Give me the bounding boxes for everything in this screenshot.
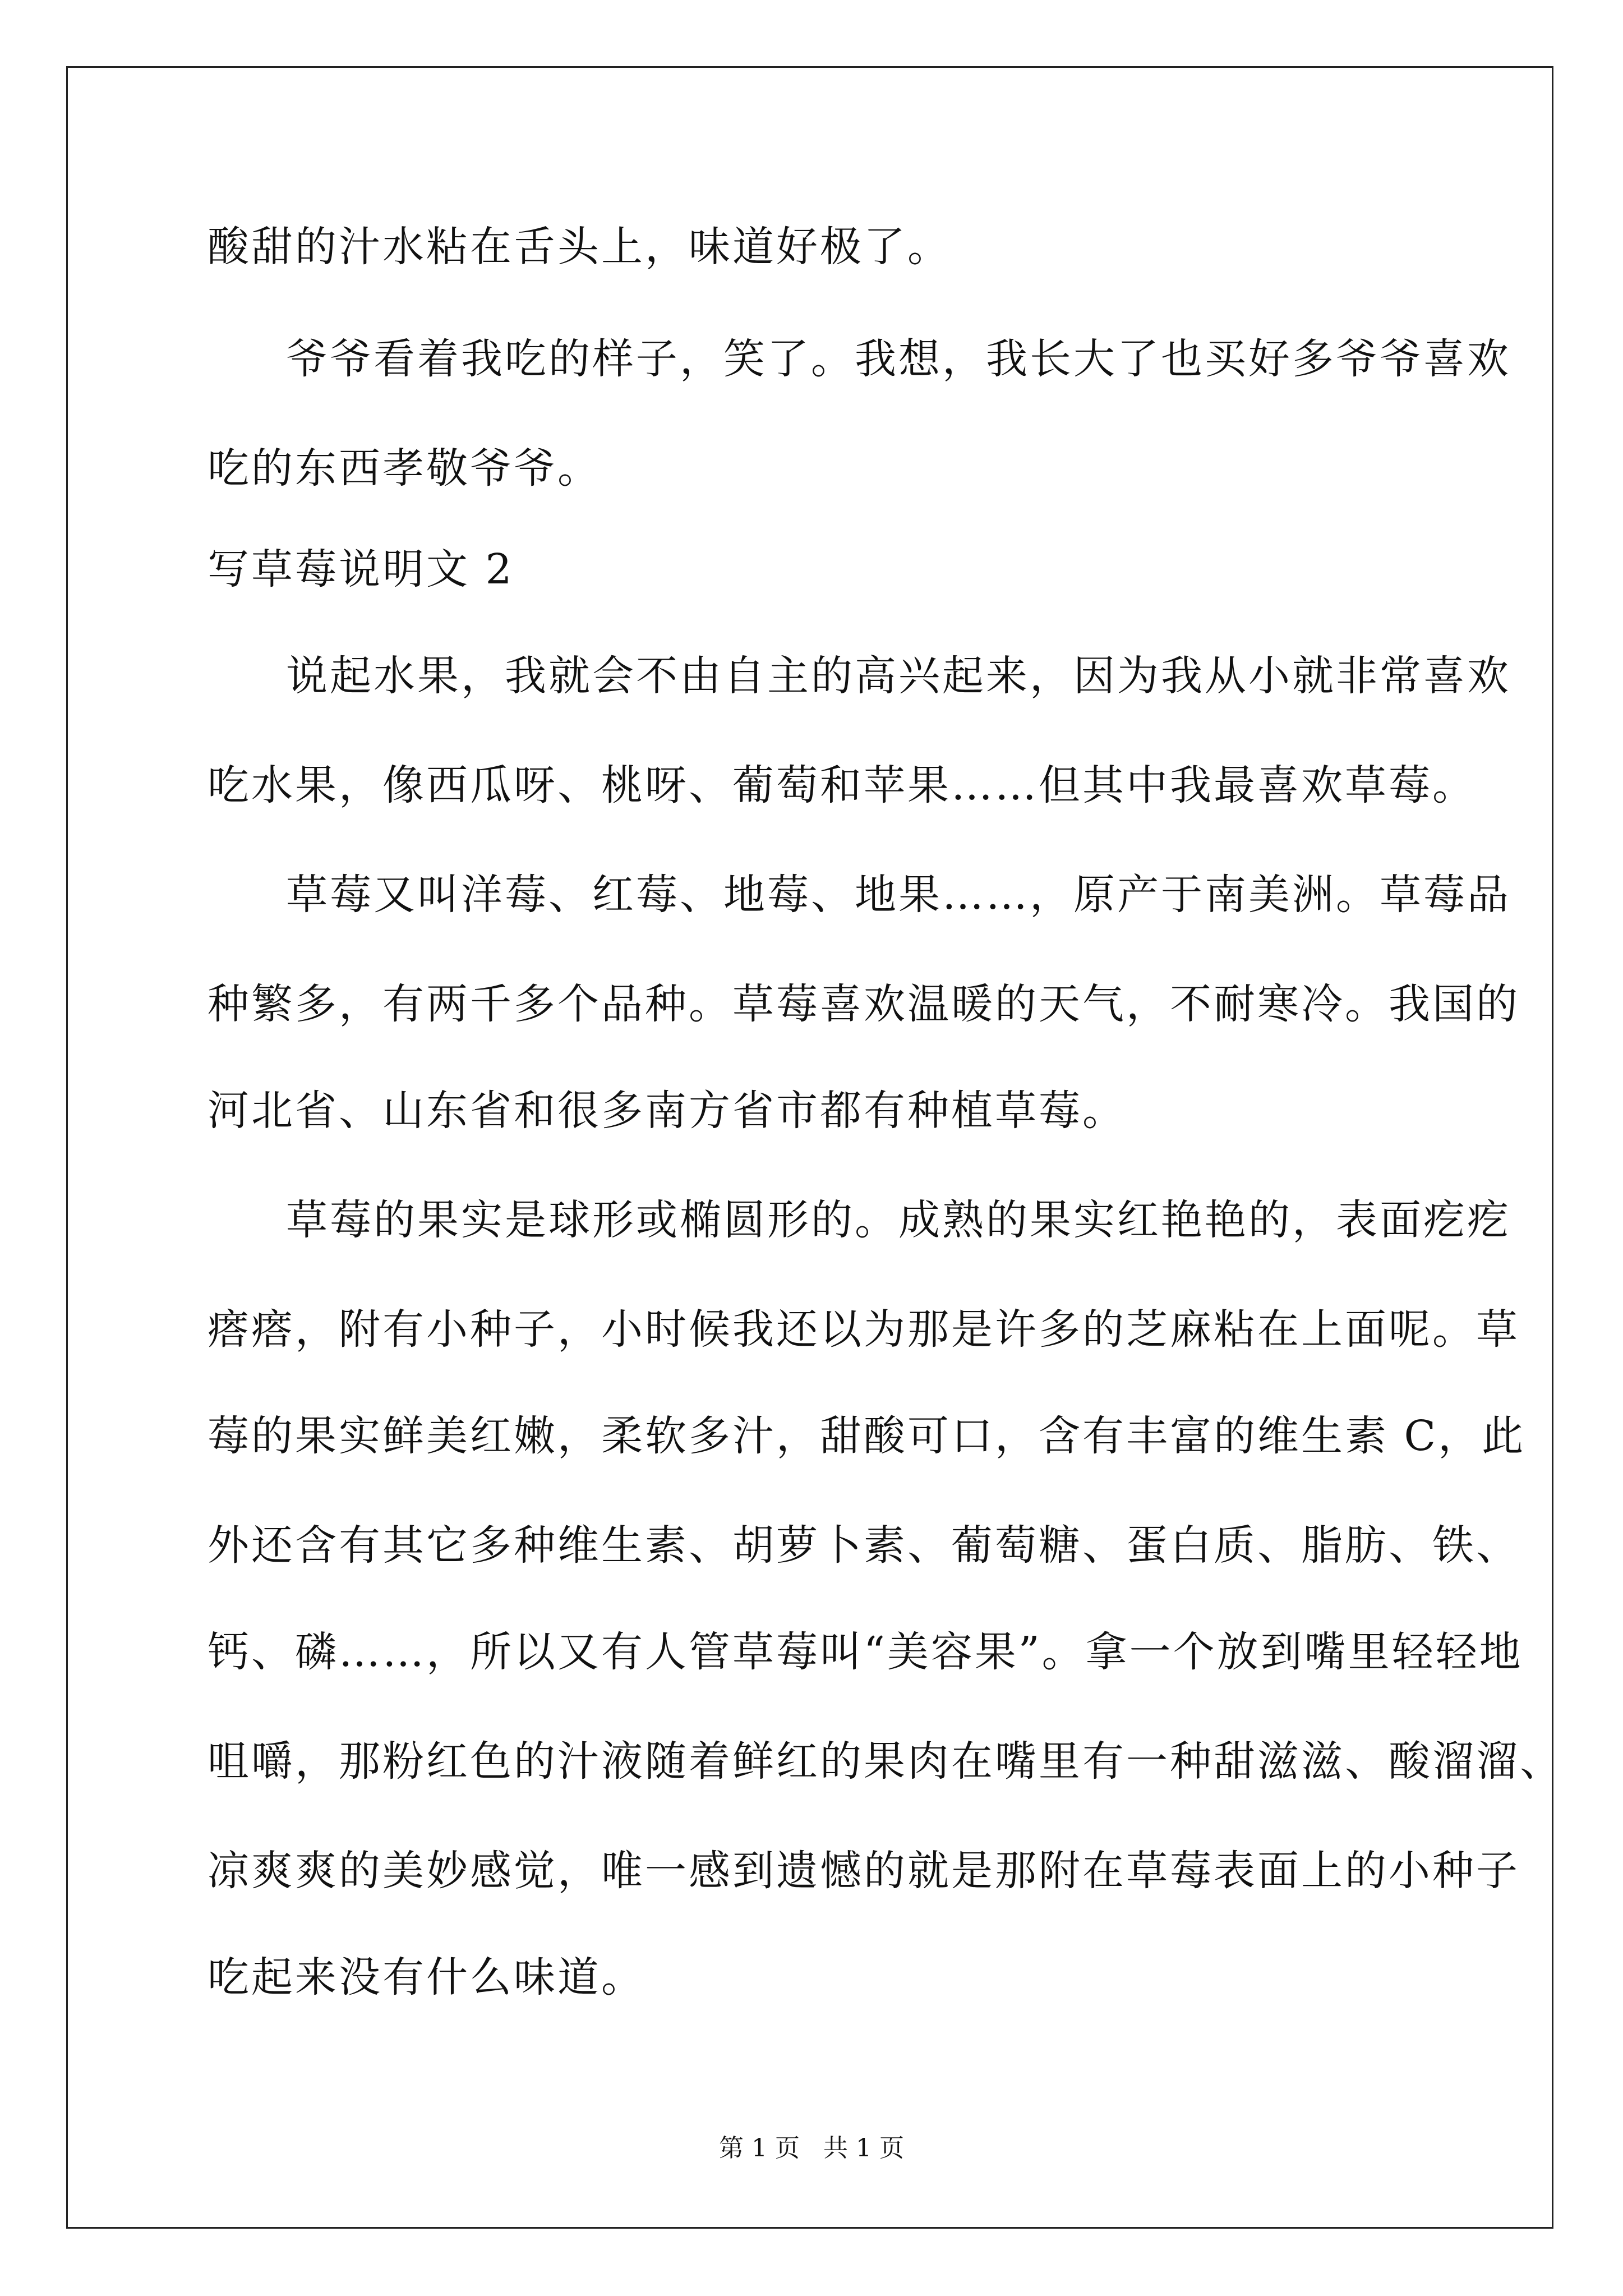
text-line: 草莓的果实是球形或椭圆形的。成熟的果实红艳艳的，表面疙疙	[286, 1196, 1511, 1244]
text-line: 爷爷看着我吃的样子，笑了。我想，我长大了也买好多爷爷喜欢	[286, 335, 1511, 383]
text-line: 河北省、山东省和很多南方省市都有种植草莓。	[208, 1087, 1126, 1135]
page-footer: 第 1 页 共 1 页	[719, 2134, 904, 2162]
text-line: 说起水果，我就会不由自主的高兴起来，因为我从小就非常喜欢	[286, 652, 1511, 700]
text-line: 吃起来没有什么味道。	[208, 1953, 645, 2001]
text-line: 咀嚼，那粉红色的汁液随着鲜红的果肉在嘴里有一种甜滋滋、酸溜溜、	[208, 1737, 1564, 1786]
text-line: 酸甜的汁水粘在舌头上，味道好极了。	[208, 223, 951, 271]
text-line: 瘩瘩，附有小种子，小时候我还以为那是许多的芝麻粘在上面呢。草	[208, 1305, 1520, 1354]
page-border	[66, 66, 1553, 2229]
text-line: 草莓又叫洋莓、红莓、地莓、地果……，原产于南美洲。草莓品	[286, 871, 1511, 919]
text-line: 吃水果，像西瓜呀、桃呀、葡萄和苹果……但其中我最喜欢草莓。	[208, 761, 1476, 809]
text-line: 外还含有其它多种维生素、胡萝卜素、葡萄糖、蛋白质、脂肪、铁、	[208, 1521, 1520, 1570]
text-line: 莓的果实鲜美红嫩，柔软多汁，甜酸可口，含有丰富的维生素 C，此	[208, 1412, 1526, 1460]
text-line: 吃的东西孝敬爷爷。	[208, 444, 601, 493]
text-line: 凉爽爽的美妙感觉，唯一感到遗憾的就是那附在草莓表面上的小种子	[208, 1847, 1520, 1895]
text-line: 钙、磷……，所以又有人管草莓叫“美容果”。拿一个放到嘴里轻轻地	[208, 1628, 1523, 1676]
section-heading: 写草莓说明文 2	[208, 545, 514, 593]
text-line: 种繁多，有两千多个品种。草莓喜欢温暖的天气，不耐寒冷。我国的	[208, 980, 1520, 1028]
